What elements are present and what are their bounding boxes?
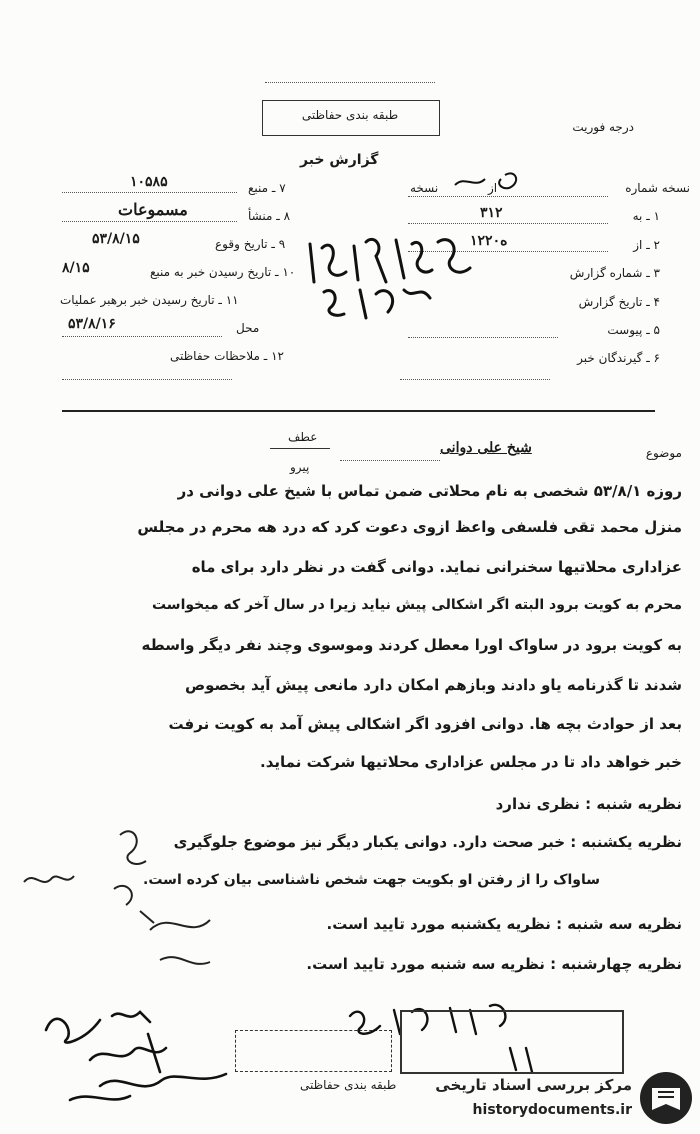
place-value: ۵۳/۸/۱۶: [68, 316, 116, 332]
opinion-tuesday: نظریه سه شنبه : نظریه یکشنبه مورد تایید است.: [326, 915, 682, 933]
from-value: ۱۲ه۲۰: [470, 233, 508, 249]
header-separator: [62, 410, 655, 412]
follow-label: پیرو: [290, 460, 310, 474]
source-label: ۷ ـ منبع: [248, 181, 286, 195]
body-line-5: به کویت برود در ساواک اورا معطل کردند وموسوی وچند نفر دیگر واسطه: [141, 636, 682, 654]
to-label: ۱ ـ به: [632, 209, 660, 223]
margin-note-far-right: [20, 862, 80, 902]
opinion-sunday: نظریه یکشنبه : خبر صحت دارد. دوانی یکبار دیگر نیز موضوع جلوگیری: [173, 833, 682, 851]
copy-number-handwriting: [445, 165, 525, 195]
logo-title: مرکز بررسی اسناد تاریخی: [435, 1076, 632, 1094]
report-number-label: ۳ ـ شماره گزارش: [569, 266, 660, 280]
opinion-wednesday: نظریه چهارشنبه : نظریه سه شنبه مورد تایید است.: [306, 955, 682, 973]
body-line-2: منزل محمد تقی فلسفی واعظ ازوی دعوت کرد که درد هه محرم در مجلس: [137, 518, 682, 536]
classification-bottom: طبقه بندی حفاظتی: [300, 1078, 397, 1092]
body-line-8: خبر خواهد داد تا در مجلس عزاداری محلاتیها شرکت نماید.: [260, 753, 682, 771]
subject-label: موضوع: [645, 446, 682, 460]
opinion-sunday-cont: ساواک را از رفتن او بکویت جهت شخص ناشناسی بیان کرده است.: [143, 872, 600, 888]
copy-number-label: [625, 181, 690, 195]
history-documents-logo: [394, 1070, 694, 1128]
body-line-4: محرم به کویت برود البته اگر اشکالی پیش نیاید زیرا در سال آخر که میخواست: [151, 597, 682, 613]
to-value: ۳۱۲: [480, 205, 503, 221]
ref-label: عطف: [288, 430, 318, 444]
ref-divider: [270, 448, 330, 449]
copy-of-label: از: [488, 181, 498, 195]
form-title: گزارش خبر: [300, 152, 379, 168]
receipt-date-label: ۱۰ ـ تاریخ رسیدن خبر به منبع: [150, 265, 296, 279]
dotted-line: [62, 221, 237, 222]
origin-label: ۸ ـ منشأ: [248, 209, 291, 223]
ops-date-label: ۱۱ ـ تاریخ رسیدن خبر برهبر عملیات: [60, 293, 239, 307]
body-line-7: بعد از حوادث بچه ها. دوانی افزود اگر اشکالی پیش آمد به کویت نرفت: [168, 715, 682, 733]
recipients-label: ۶ ـ گیرندگان خبر: [577, 351, 660, 365]
dotted-line: [62, 192, 237, 193]
subject-value: شیخ علی دوانی: [440, 440, 532, 456]
body-line-6: شدند تا گذرنامه یاو دادند وبازهم امکان دارد مانعی پیش آید بخصوص: [184, 676, 682, 694]
copy-word-label: نسخه: [410, 181, 439, 195]
origin-value: مسموعات: [118, 200, 188, 219]
logo-url: historydocuments.ir: [472, 1102, 632, 1118]
classification-top: طبقه بندی حفاظتی: [301, 108, 399, 122]
logo-emblem-icon: [638, 1070, 694, 1126]
dotted-line: [265, 82, 435, 83]
dotted-line: [400, 379, 550, 380]
opinion-saturday: نظریه شنبه : نظری ندارد: [495, 795, 682, 813]
receipt-date-value: ۸/۱۵: [62, 260, 90, 276]
from-label: ۲ ـ از: [633, 238, 660, 252]
notes-label: ۱۲ ـ ملاحظات حفاظتی: [170, 349, 284, 363]
body-line-1: روزه ۵۳/۸/۱ شخصی به نام محلاتی ضمن تماس با شیخ علی دوانی در: [177, 482, 682, 500]
source-value: ۱۰۵۸۵: [130, 174, 168, 190]
dotted-line: [408, 196, 608, 197]
dotted-line: [408, 337, 558, 338]
copy-label: نسخه شماره: [625, 181, 690, 195]
dotted-line: [340, 460, 440, 461]
dotted-line: [62, 379, 232, 380]
body-line-3: عزاداری محلاتیها سخنرانی نماید. دوانی گفت در نظر دارد برای ماه: [191, 558, 682, 576]
event-date-label: ۹ ـ تاریخ وقوع: [215, 237, 286, 251]
handwritten-registration-number: [300, 220, 490, 330]
dotted-line: [62, 336, 222, 337]
signatures: [30, 990, 250, 1120]
place-label: محل: [236, 321, 260, 335]
event-date-value: ۵۳/۸/۱۵: [92, 231, 140, 247]
filing-box: [400, 1010, 624, 1074]
margin-signature-right: [140, 900, 230, 990]
urgency-label: درجه فوریت: [572, 120, 634, 134]
report-date-label: ۴ ـ تاریخ گزارش: [578, 295, 660, 309]
attachment-label: ۵ ـ پیوست: [607, 323, 660, 337]
